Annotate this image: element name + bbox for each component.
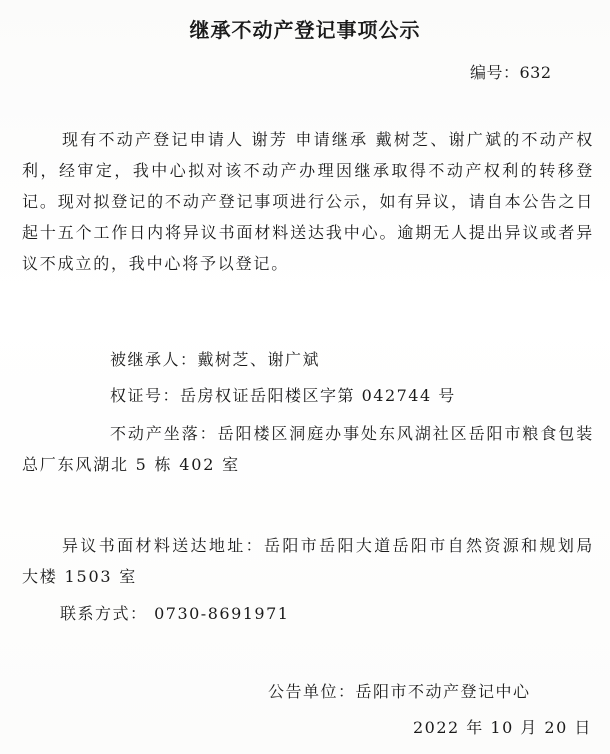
document-number: 编号：632 (470, 63, 552, 82)
issuing-unit: 公告单位：岳阳市不动产登记中心 (268, 682, 531, 701)
notice-title: 继承不动产登记事项公示 (189, 18, 421, 42)
property-location: 不动产坐落：岳阳楼区洞庭办事处东风湖社区岳阳市粮食包装总厂东风湖北 5 栋 402 室 (22, 424, 594, 474)
contact-line: 联系方式： 0730-8691971 (60, 604, 290, 623)
objection-address: 异议书面材料送达地址：岳阳市岳阳大道岳阳市自然资源和规划局大楼 1503 室 (22, 536, 594, 586)
main-paragraph: 现有不动产登记申请人 谢芳 申请继承 戴树芝、谢广斌的不动产权利，经审定，我中心拟对该不动产办理因继承取得不动产权利的转移登记。现对拟登记的不动产登记事项进行公示，如有异议，请自本公告之日起十五个工作日内将异议书面材料送达我中心。逾期无人提出异议或者异议不成立的，我中心将予以登记。 (22, 130, 594, 273)
notice-date: 2022 年 10 月 20 日 (413, 718, 592, 737)
certificate-line: 权证号：岳房权证岳阳楼区字第 042744 号 (110, 386, 456, 405)
decedents-line: 被继承人：戴树芝、谢广斌 (110, 350, 321, 369)
